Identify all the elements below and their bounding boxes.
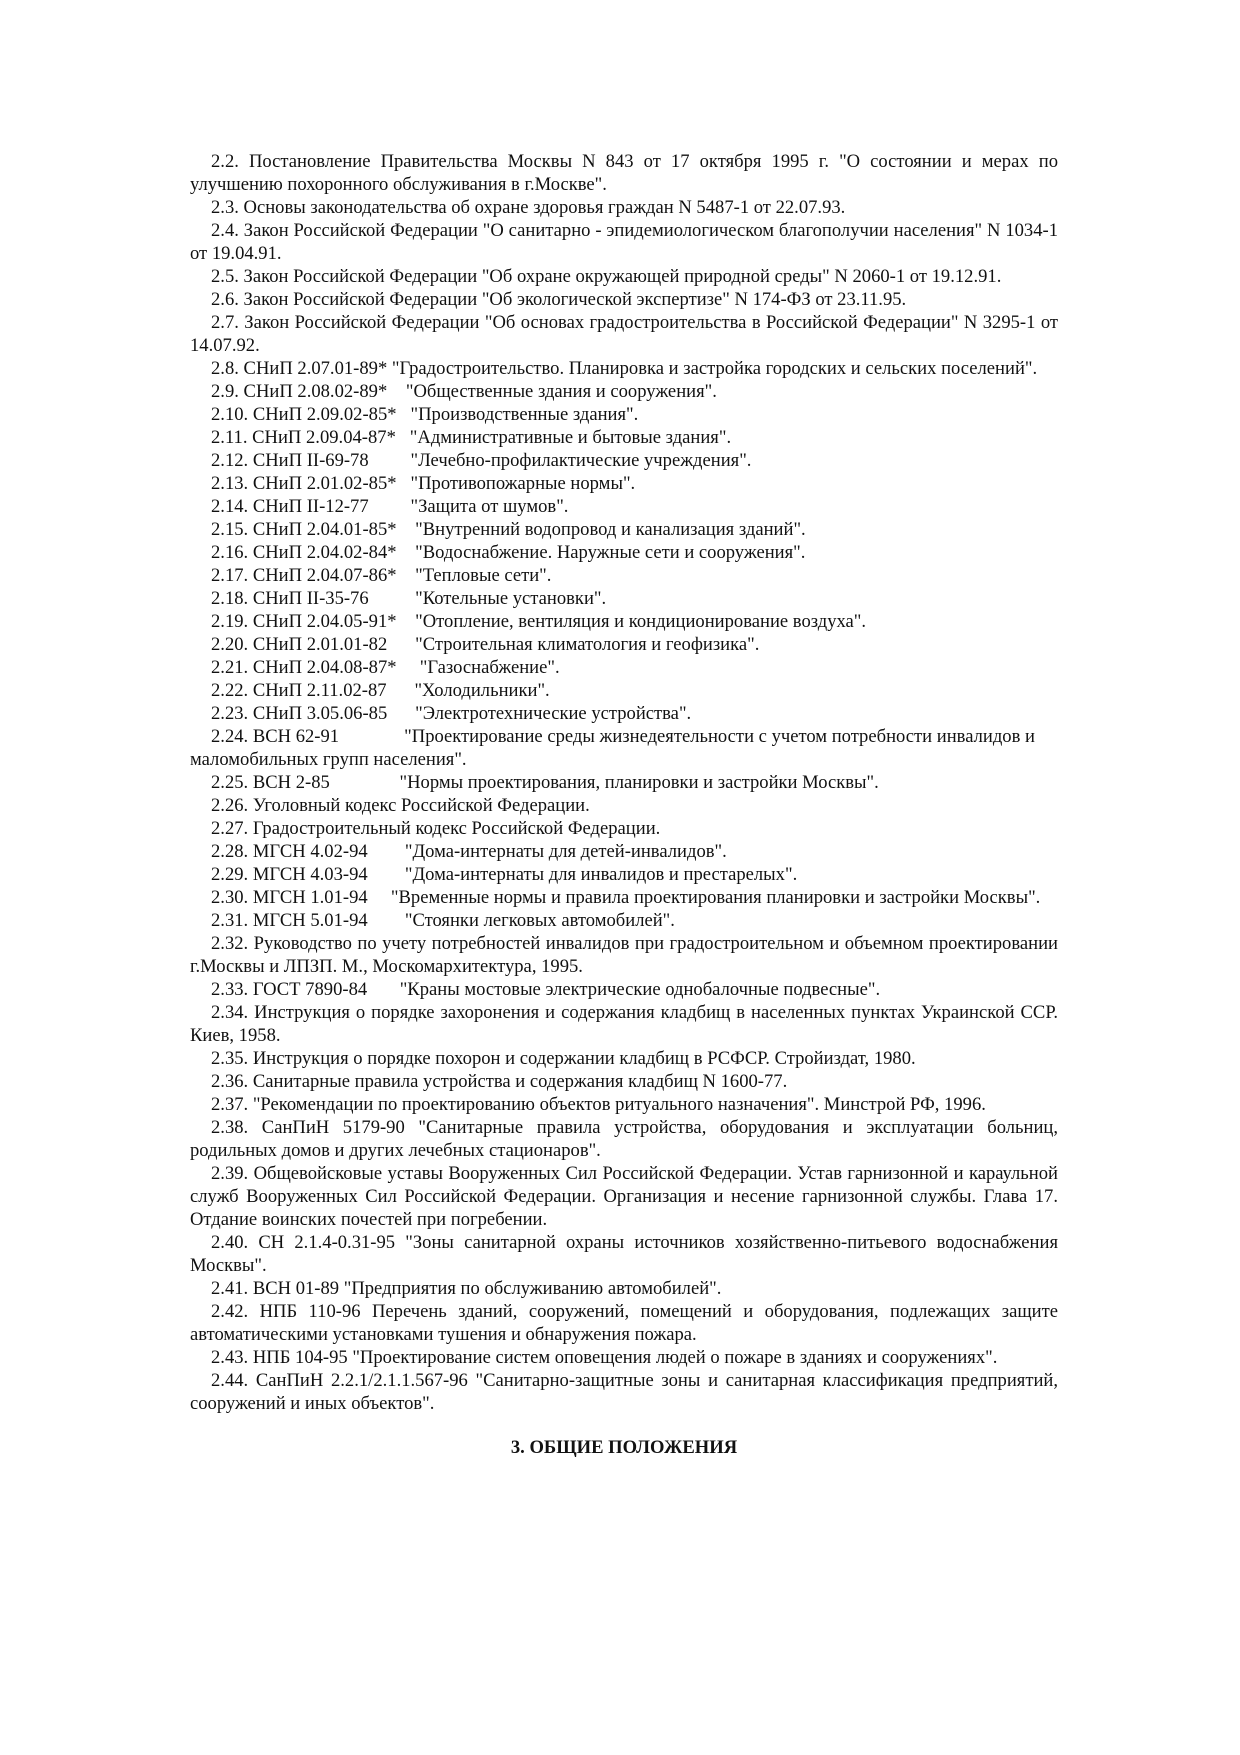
reference-item: 2.11. СНиП 2.09.04-87* "Административные и бытовые здания". [211, 427, 732, 448]
reference-item: 2.33. ГОСТ 7890-84 "Краны мостовые электрические однобалочные подвесные". [211, 979, 881, 1000]
reference-item: 2.36. Санитарные правила устройства и содержания кладбищ N 1600-77. [211, 1071, 788, 1092]
reference-item: 2.25. ВСН 2-85 "Нормы проектирования, планировки и застройки Москвы". [211, 772, 879, 793]
reference-item: 2.37. "Рекомендации по проектированию объектов ритуального назначения". Минстрой РФ, 1996. [211, 1094, 986, 1115]
reference-item: 2.12. СНиП II-69-78 "Лечебно-профилактические учреждения". [211, 450, 752, 471]
reference-item: 2.14. СНиП II-12-77 "Защита от шумов". [211, 496, 569, 517]
reference-item: 2.26. Уголовный кодекс Российской Федерации. [211, 795, 590, 816]
reference-item: 2.21. СНиП 2.04.08-87* "Газоснабжение". [211, 657, 560, 678]
reference-item: 2.23. СНиП 3.05.06-85 "Электротехнические устройства". [211, 703, 692, 724]
reference-item: 2.24. ВСН 62-91 "Проектирование среды жизнедеятельности с учетом потребности инвалидов и маломобильных групп населения". [190, 726, 1040, 770]
reference-item: 2.15. СНиП 2.04.01-85* "Внутренний водопровод и канализация зданий". [211, 519, 806, 540]
reference-item: 2.34. Инструкция о порядке захоронения и содержания кладбищ в населенных пунктах Украинской ССР. Киев, 1958. [190, 1002, 1058, 1046]
reference-item: 2.28. МГСН 4.02-94 "Дома-интернаты для детей-инвалидов". [211, 841, 727, 862]
reference-item: 2.32. Руководство по учету потребностей инвалидов при градостроительном и объемном проектировании г.Москвы и ЛПЗП. М., Москомархитектура, 1995. [190, 933, 1058, 977]
reference-item: 2.10. СНиП 2.09.02-85* "Производственные здания". [211, 404, 639, 425]
reference-list [190, 150, 1058, 1415]
section-title: 3. ОБЩИЕ ПОЛОЖЕНИЯ [510, 1437, 738, 1458]
reference-item: 2.6. Закон Российской Федерации "Об экологической экспертизе" N 174-ФЗ от 23.11.95. [211, 289, 907, 310]
reference-item: 2.19. СНиП 2.04.05-91* "Отопление, вентиляция и кондиционирование воздуха". [211, 611, 867, 632]
reference-item: 2.16. СНиП 2.04.02-84* "Водоснабжение. Наружные сети и сооружения". [211, 542, 806, 563]
reference-item: 2.30. МГСН 1.01-94 "Временные нормы и правила проектирования планировки и застройки Москвы". [211, 887, 1041, 908]
reference-item: 2.38. СанПиН 5179-90 "Санитарные правила устройства, оборудования и эксплуатации больниц, родильных домов и других лечебных стационаров". [190, 1117, 1058, 1161]
reference-item: 2.7. Закон Российской Федерации "Об основах градостроительства в Российской Федерации" N 3295-1 от 14.07.92. [190, 312, 1058, 356]
reference-item: 2.39. Общевойсковые уставы Вооруженных Сил Российской Федерации. Устав гарнизонной и караульной служб Вооруженных Сил Российской Федерации. Организация и несение гарнизонной службы. Глава 17. Отдание воинских почестей при погребении. [190, 1163, 1058, 1230]
document-page [190, 150, 1058, 1459]
reference-item: 2.42. НПБ 110-96 Перечень зданий, сооружений, помещений и оборудования, подлежащих защите автоматическими установками тушения и обнаружения пожара. [190, 1301, 1058, 1345]
reference-item: 2.9. СНиП 2.08.02-89* "Общественные здания и сооружения". [211, 381, 717, 402]
reference-item: 2.44. СанПиН 2.2.1/2.1.1.567-96 "Санитарно-защитные зоны и санитарная классификация предприятий, сооружений и иных объектов". [190, 1370, 1058, 1414]
reference-item: 2.31. МГСН 5.01-94 "Стоянки легковых автомобилей". [211, 910, 675, 931]
reference-item: 2.35. Инструкция о порядке похорон и содержании кладбищ в РСФСР. Стройиздат, 1980. [211, 1048, 916, 1069]
reference-item: 2.29. МГСН 4.03-94 "Дома-интернаты для инвалидов и престарелых". [211, 864, 798, 885]
reference-item: 2.4. Закон Российской Федерации "О санитарно - эпидемиологическом благополучии населения" N 1034-1 от 19.04.91. [190, 220, 1058, 264]
reference-item: 2.3. Основы законодательства об охране здоровья граждан N 5487-1 от 22.07.93. [211, 197, 846, 218]
reference-item: 2.41. ВСН 01-89 "Предприятия по обслуживанию автомобилей". [211, 1278, 722, 1299]
reference-item: 2.43. НПБ 104-95 "Проектирование систем оповещения людей о пожаре в зданиях и сооружениях". [211, 1347, 998, 1368]
reference-item: 2.8. СНиП 2.07.01-89* "Градостроительство. Планировка и застройка городских и сельских поселений". [211, 358, 1038, 379]
reference-item: 2.27. Градостроительный кодекс Российской Федерации. [211, 818, 661, 839]
reference-item: 2.20. СНиП 2.01.01-82 "Строительная климатология и геофизика". [211, 634, 760, 655]
reference-item: 2.17. СНиП 2.04.07-86* "Тепловые сети". [211, 565, 552, 586]
reference-item: 2.13. СНиП 2.01.02-85* "Противопожарные нормы". [211, 473, 636, 494]
reference-item: 2.18. СНиП II-35-76 "Котельные установки". [211, 588, 607, 609]
reference-item: 2.5. Закон Российской Федерации "Об охране окружающей природной среды" N 2060-1 от 19.12.91. [211, 266, 1002, 287]
reference-item: 2.22. СНиП 2.11.02-87 "Холодильники". [211, 680, 550, 701]
reference-item: 2.40. СН 2.1.4-0.31-95 "Зоны санитарной охраны источников хозяйственно-питьевого водоснабжения Москвы". [190, 1232, 1058, 1276]
reference-item: 2.2. Постановление Правительства Москвы N 843 от 17 октября 1995 г. "О состоянии и мерах по улучшению похоронного обслуживания в г.Москве". [190, 151, 1058, 195]
